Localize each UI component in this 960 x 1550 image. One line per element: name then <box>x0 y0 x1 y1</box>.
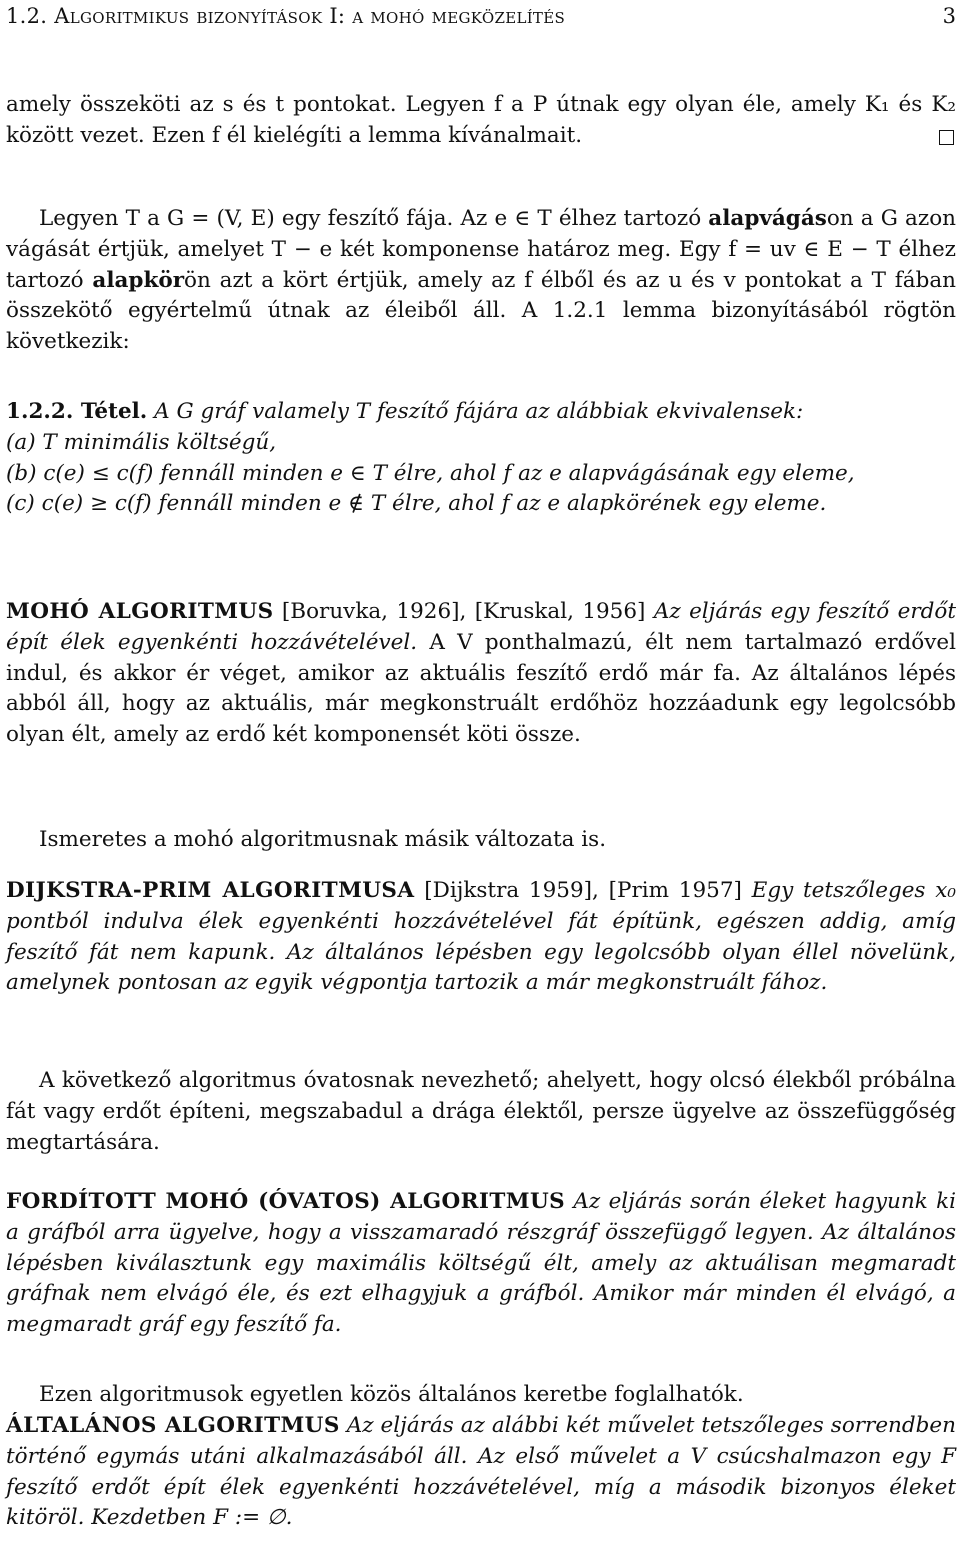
theorem-intro: A G gráf valamely T feszítő fájára az alábbiak ekvivalensek: <box>154 399 804 424</box>
greedy-italic: Az eljárás egy feszítő erdőt épít élek egyenkénti hozzávételével. <box>6 599 956 655</box>
greedy-title: MOHÓ ALGORITMUS <box>6 599 274 624</box>
greedy-refs: [Boruvka, 1926], [Kruskal, 1956] <box>273 599 654 624</box>
def-text-c: ön azt a kört értjük, amely az f élből és az u és v pontokat a T fában összekötő egyértelmű útnak az éleiből áll. A 1.2.1 lemma bizonyításából rögtön következik: <box>6 267 956 355</box>
qed-square-icon <box>939 130 954 145</box>
reverse-greedy-block <box>6 1187 956 1341</box>
def-text-b: on a G azon vágását értjük, amelyet T − e két komponense határoz meg. Egy f = uv ∈ E − T élhez tartozó <box>6 206 956 293</box>
page-number: 3 <box>942 4 956 28</box>
theorem-label: 1.2.2. Tétel. <box>6 399 148 424</box>
greedy-algorithm-block <box>6 597 956 751</box>
variant-text: Ismeretes a mohó algoritmusnak másik változata is. <box>39 827 607 852</box>
paragraph-definitions <box>6 204 956 358</box>
theorem-block <box>6 397 956 520</box>
theorem-item-a: (a) T minimális költségű, <box>6 429 277 455</box>
dijkstra-prim-block <box>6 876 956 999</box>
running-header <box>6 4 956 34</box>
dp-title: DIJKSTRA-PRIM ALGORITMUSA <box>6 878 415 903</box>
term-alapvagas: alapvágás <box>708 206 827 231</box>
rev-italic: Az eljárás során éleket hagyunk ki a gráfból arra ügyelve, hogy a visszamaradó részgráf összefüggő legyen. Az általános lépésben kiválasztunk egy maximális költségű élt, amely az aktuálisan megmaradt gráfnak nem elvágó éle, és ezt elhagyjuk a gráfból. Amikor már minden él elvágó, a megmaradt gráf egy feszítő fa. <box>6 1189 956 1338</box>
def-text-a: Legyen T a G = (V, E) egy feszítő fája. Az e ∈ T élhez tartozó <box>39 206 709 231</box>
greedy-rest: A V ponthalmazú, élt nem tartalmazó erdővel indul, és akkor ér véget, amikor az aktuális feszítő erdő már fa. Az általános lépés abból áll, hogy az aktuális, már megkonstruált erdőhöz hozzáadunk egy legolcsóbb olyan élt, amely az erdő két komponensét köti össze. <box>6 629 956 748</box>
proof-text: amely összeköti az s és t pontokat. Legyen f a P útnak egy olyan éle, amely K₁ és K₂ között vezet. Ezen f él kielégíti a lemma kívánalmait. <box>6 92 956 148</box>
theorem-item-b: (b) c(e) ≤ c(f) fennáll minden e ∈ T élre, ahol f az e alapvágásának egy eleme, <box>6 460 855 486</box>
cautious-paragraph <box>6 1066 956 1158</box>
dp-refs: [Dijkstra 1959], [Prim 1957] <box>414 878 752 903</box>
gen-title: ÁLTALÁNOS ALGORITMUS <box>6 1413 340 1438</box>
term-alapkor: alapkör <box>92 267 185 293</box>
section-title: 1.2. Algoritmikus bizonyítások I: a mohó megközelítés <box>6 4 566 28</box>
gen-italic: Az eljárás az alábbi két művelet tetszőleges sorrendben történő egymás utáni alkalmazásából áll. Az első művelet a V csúcshalmazon egy F feszítő erdőt épít élek egyenkénti hozzávételével, míg a második bizonyos éleket kitöröl. Kezdetben F := ∅. <box>6 1413 956 1531</box>
rev-title: FORDÍTOTT MOHÓ (ÓVATOS) ALGORITMUS <box>6 1189 566 1214</box>
variant-paragraph <box>6 825 956 856</box>
dp-italic: Egy tetszőleges x₀ pontból indulva élek egyenkénti hozzávételével fát építünk, egészen addig, amíg feszítő fát nem kapunk. Az általános lépésben egy legolcsóbb olyan éllel növelünk, amelynek pontosan az egyik végpontja tartozik a már megkonstruált fához. <box>6 878 956 996</box>
common-frame-paragraph <box>6 1380 956 1411</box>
cautious-text: A következő algoritmus óvatosnak nevezhető; ahelyett, hogy olcsó élekből próbálna fát vagy erdőt építeni, megszabadul a drága élektől, persze ügyelve az összefüggőség megtartására. <box>6 1068 956 1155</box>
paragraph-proof-end <box>6 90 956 152</box>
general-algorithm-block <box>6 1411 956 1534</box>
common-text: Ezen algoritmusok egyetlen közös általános keretbe foglalhatók. <box>39 1382 744 1407</box>
theorem-item-c: (c) c(e) ≥ c(f) fennáll minden e ∉ T élre, ahol f az e alapkörének egy eleme. <box>6 491 827 517</box>
